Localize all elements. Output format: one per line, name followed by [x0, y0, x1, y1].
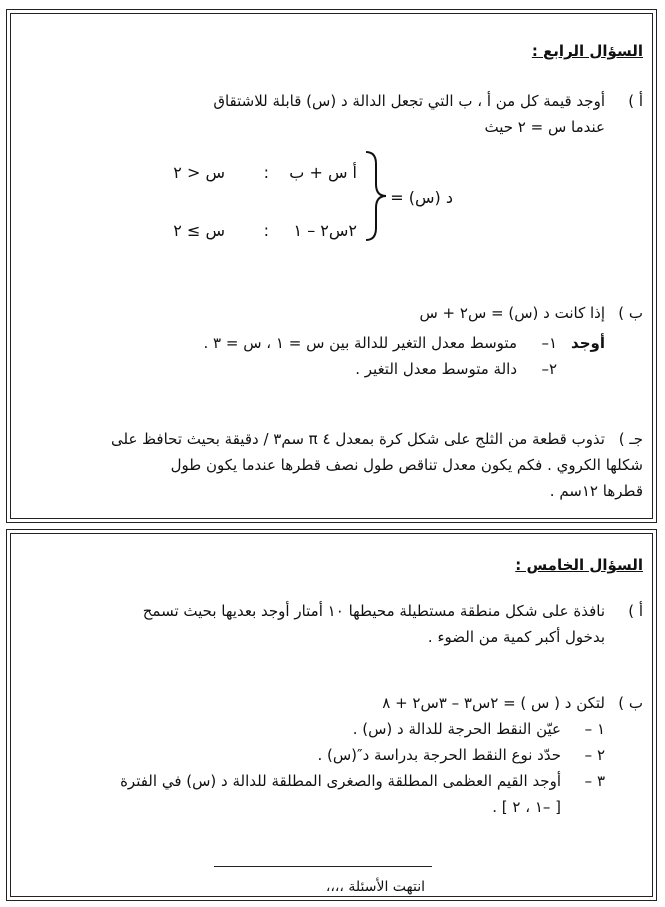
q4a-case1-cond: س < ٢ — [173, 163, 225, 182]
q4c-line1: تذوب قطعة من الثلج على شكل كرة بمعدل ٤ π سم٣ / دقيقة بحيث تحافظ على — [111, 430, 605, 448]
q4c-letter: جـ ) — [618, 430, 643, 448]
q4a-line1: أوجد قيمة كل من أ ، ب التي تجعل الدالة د (س) قابلة للاشتقاق — [213, 92, 605, 110]
q5b-item3-line1: أوجد القيم العظمى المطلقة والصغرى المطلقة للدالة د (س) في الفترة — [120, 772, 561, 790]
q5-heading: السؤال الخامس : — [515, 556, 643, 574]
q5b-line1: لتكن د ( س ) = ٢س٣ – ٣س٢ + ٨ — [382, 694, 605, 712]
q4a-func-label: د (س) = — [390, 188, 453, 207]
q4b-find: أوجد — [571, 334, 605, 352]
q5a-letter: أ ) — [628, 602, 643, 620]
q4a-case2-cond: س ≥ ٢ — [173, 221, 225, 240]
q5b-item2: حدّد نوع النقط الحرجة بدراسة د″(س) . — [317, 746, 561, 764]
q4c-line2: شكلها الكروي . فكم يكون معدل تناقص طول نصف قطرها عندما يكون طول — [170, 456, 643, 474]
q5a-line2: بدخول أكبر كمية من الضوء . — [427, 628, 605, 646]
q5b-item3-line2: [ –١ ، ٢ ] . — [492, 798, 561, 816]
q4b-letter: ب ) — [618, 304, 643, 322]
q4a-line2: عندما س = ٢ حيث — [484, 118, 605, 136]
footer-text: انتهت الأسئلة ،،،، — [325, 879, 425, 895]
q4a-case1-sep: : — [263, 163, 269, 182]
q4a-case2-expr: ٢س٢ – ١ — [293, 221, 357, 240]
q4a-case1-expr: أ س + ب — [289, 163, 357, 182]
q4b-item1-num: ١– — [541, 334, 557, 352]
q4a-case2-sep: : — [263, 221, 269, 240]
q4b-item2-num: ٢– — [541, 360, 557, 378]
q5b-item1-num: ١ – — [584, 720, 605, 738]
q5a-line1: نافذة على شكل منطقة مستطيلة محيطها ١٠ أمتار أوجد بعديها بحيث تسمح — [142, 602, 605, 620]
footer-divider — [214, 866, 432, 867]
q5b-item3-num: ٣ – — [584, 772, 605, 790]
q4a-letter: أ ) — [628, 92, 643, 110]
q5b-item2-num: ٢ – — [584, 746, 605, 764]
q4a-brace — [362, 150, 390, 242]
q4c-line3: قطرها ١٢سم . — [549, 482, 643, 500]
q4b-item2: دالة متوسط معدل التغير . — [355, 360, 517, 378]
q5b-letter: ب ) — [618, 694, 643, 712]
q4b-item1: متوسط معدل التغير للدالة بين س = ١ ، س = ٣ . — [203, 334, 517, 352]
q5b-item1: عيّن النقط الحرجة للدالة د (س) . — [352, 720, 561, 738]
q4-heading: السؤال الرابع : — [531, 42, 643, 60]
q4b-line1: إذا كانت د (س) = س٢ + س — [419, 304, 605, 322]
